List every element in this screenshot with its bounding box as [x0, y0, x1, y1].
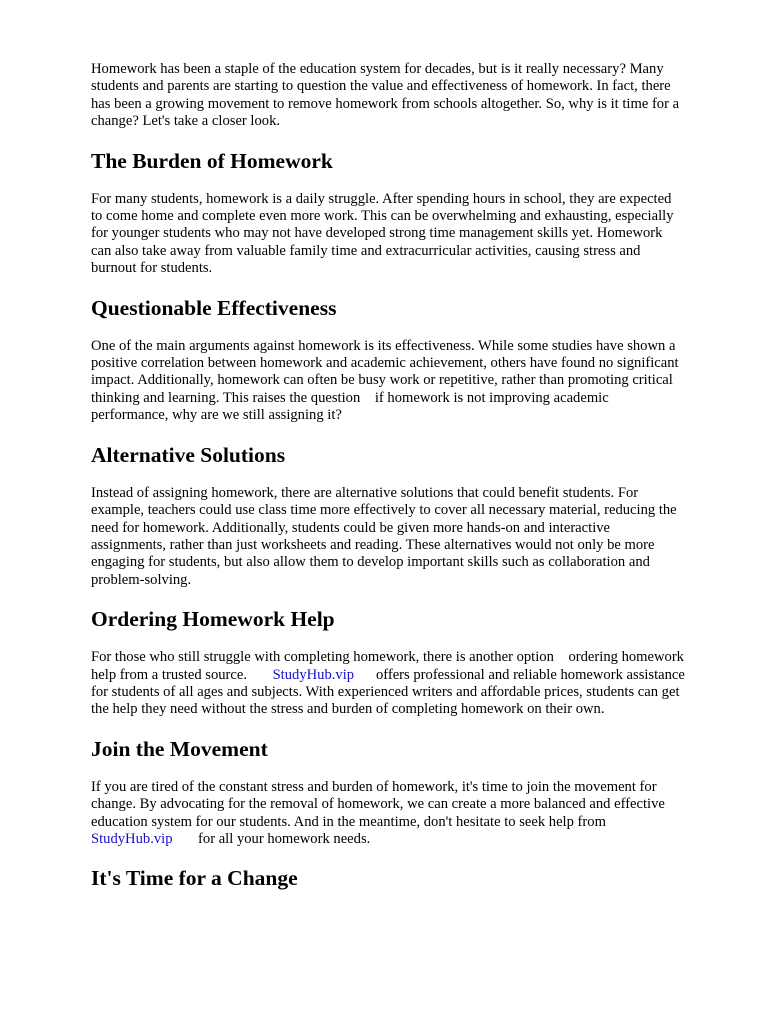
studyhub-link[interactable]: StudyHub.vip — [91, 830, 173, 847]
text-line: If you are tired of the constant stress and burden of homework, it's time to join the movement for — [91, 778, 657, 795]
heading-ordering: Ordering Homework Help — [91, 607, 335, 632]
text-line: positive correlation between homework and academic achievement, others have found no significant — [91, 355, 679, 372]
heading-change: It's Time for a Change — [91, 866, 298, 891]
text-line: For many students, homework is a daily struggle. After spending hours in school, they are expected — [91, 190, 672, 207]
text-line: change. By advocating for the removal of homework, we can create a more balanced and effective — [91, 796, 665, 813]
text-line: can also take away from valuable family time and extracurricular activities, causing stress and — [91, 242, 641, 259]
text-line: need for homework. Additionally, students could be given more hands-on and interactive — [91, 519, 611, 536]
text-line: students and parents are starting to question the value and effectiveness of homework. In fact, there — [91, 78, 671, 95]
heading-burden: The Burden of Homework — [91, 148, 333, 173]
effectiveness-paragraph — [91, 338, 731, 425]
text-line: thinking and learning. This raises the question if homework is not improving academic — [91, 389, 609, 406]
alternatives-paragraph — [91, 485, 731, 589]
text-line: assignments, rather than just worksheets and reading. These alternatives would not only be more — [91, 536, 655, 553]
text-line: to come home and complete even more work. This can be overwhelming and exhausting, especially — [91, 208, 674, 225]
text-line — [91, 667, 731, 684]
text-line: has been a growing movement to remove homework from schools altogether. So, why is it time for a — [91, 95, 680, 112]
ordering-paragraph — [91, 649, 731, 719]
heading-effectiveness: Questionable Effectiveness — [91, 295, 337, 320]
text-line: performance, why are we still assigning it? — [91, 407, 342, 424]
text-line: engaging for students, but also allow them to develop important skills such as collaboration and — [91, 554, 650, 571]
intro-paragraph — [91, 61, 731, 131]
text-line: for students of all ages and subjects. With experienced writers and affordable prices, students can get — [91, 683, 680, 700]
text-fragment: offers professional and reliable homework assistance — [354, 666, 685, 683]
text-line: For those who still struggle with completing homework, there is another option ordering homework — [91, 649, 684, 666]
text-line: for younger students who may not have developed strong time management skills yet. Homework — [91, 225, 663, 242]
heading-alternatives: Alternative Solutions — [91, 442, 286, 467]
movement-paragraph — [91, 779, 731, 849]
studyhub-link[interactable]: StudyHub.vip — [272, 666, 355, 683]
text-line: One of the main arguments against homework is its effectiveness. While some studies have shown a — [91, 337, 676, 354]
text-line: education system for our students. And in the meantime, don't hesitate to seek help from — [91, 813, 606, 830]
text-line: problem-solving. — [91, 571, 192, 588]
document-page — [91, 61, 731, 891]
text-fragment: for all your homework needs. — [172, 830, 371, 847]
text-line: Homework has been a staple of the education system for decades, but is it really necessary? Many — [91, 61, 664, 77]
text-line: the help they need without the stress and burden of completing homework on their own. — [91, 701, 605, 718]
text-line: burnout for students. — [91, 260, 213, 277]
burden-paragraph — [91, 191, 731, 278]
text-line: change? Let's take a closer look. — [91, 113, 281, 130]
heading-movement: Join the Movement — [91, 736, 268, 761]
text-line: Instead of assigning homework, there are alternative solutions that could benefit students. For — [91, 484, 639, 501]
text-fragment: help from a trusted source. — [91, 666, 273, 683]
text-line: example, teachers could use class time more effectively to cover all necessary material, reducing the — [91, 502, 677, 519]
text-line — [91, 831, 731, 848]
text-line: impact. Additionally, homework can often be busy work or repetitive, rather than promoting critical — [91, 372, 673, 389]
